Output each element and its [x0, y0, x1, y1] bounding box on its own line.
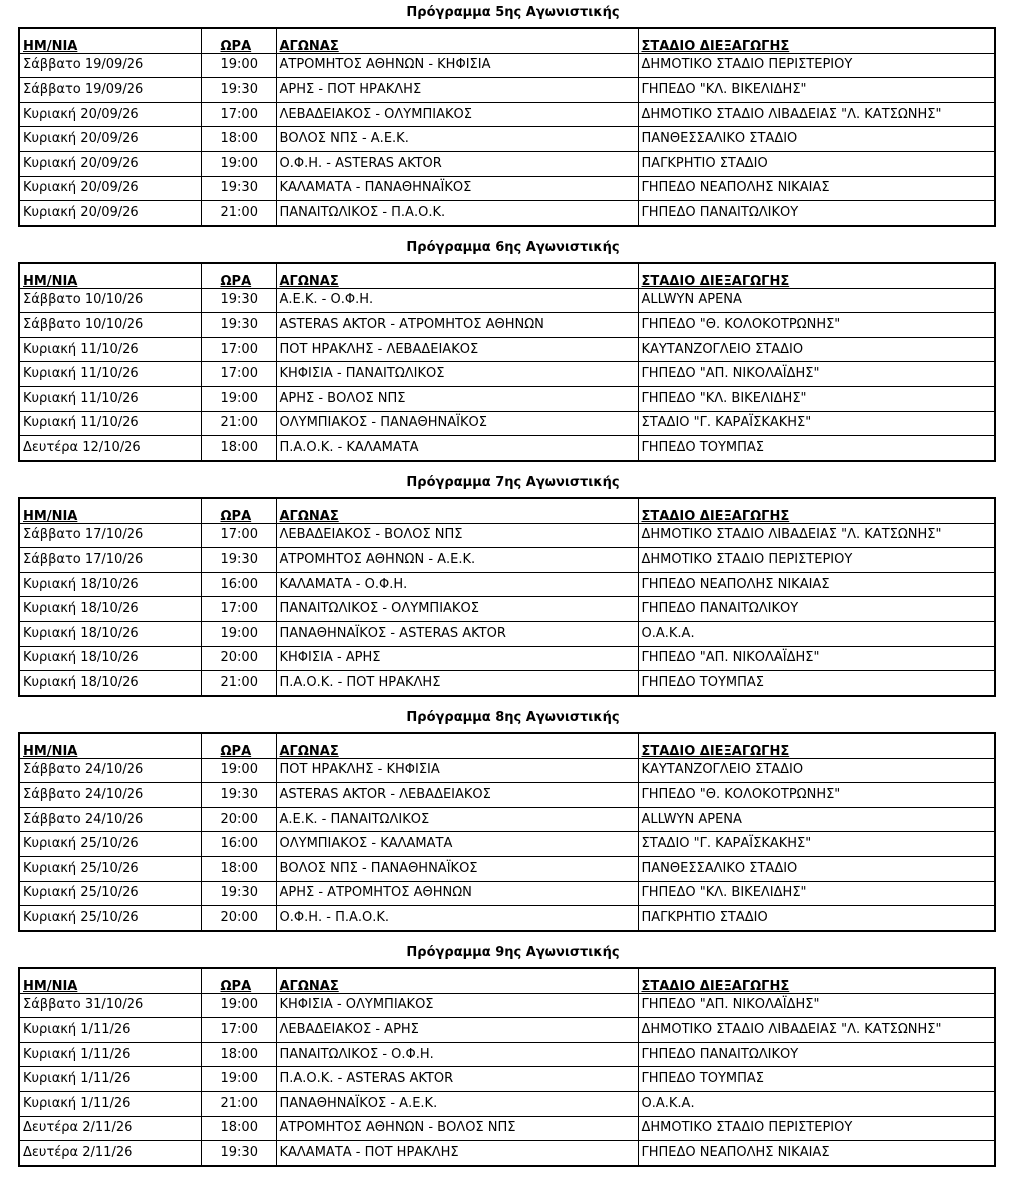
column-header-label: ΑΓΩΝΑΣ — [279, 743, 339, 759]
table-row — [19, 127, 995, 152]
header-row — [19, 968, 995, 993]
time-cell: 21:00 — [201, 671, 276, 696]
column-header-time — [201, 968, 276, 993]
venue-cell: ALLWYN ΑΡΕΝΑ — [638, 288, 995, 313]
column-header-date — [19, 968, 201, 993]
table-row — [19, 102, 995, 127]
table-row — [19, 151, 995, 176]
round-title: Πρόγραμμα 8ης Αγωνιστικής — [406, 710, 620, 725]
match-cell: ΛΕΒΑΔΕΙΑΚΟΣ - ΟΛΥΜΠΙΑΚΟΣ — [276, 102, 638, 127]
column-header-label: ΑΓΩΝΑΣ — [279, 978, 339, 994]
venue-cell: ΚΑΥΤΑΝΖΟΓΛΕΙΟ ΣΤΑΔΙΟ — [638, 758, 995, 783]
column-header-time — [201, 263, 276, 288]
venue-cell: ΓΗΠΕΔΟ "ΑΠ. ΝΙΚΟΛΑΪΔΗΣ" — [638, 646, 995, 671]
column-header-label: ΩΡΑ — [220, 273, 252, 289]
time-cell: 19:30 — [201, 176, 276, 201]
time-cell: 18:00 — [201, 127, 276, 152]
match-cell: ΠΑΝΑΘΗΝΑΪΚΟΣ - ASTERAS AKTOR — [276, 621, 638, 646]
header-row — [19, 28, 995, 53]
time-cell: 19:00 — [201, 758, 276, 783]
table-row — [19, 78, 995, 103]
venue-cell: ΓΗΠΕΔΟ ΝΕΑΠΟΛΗΣ ΝΙΚΑΙΑΣ — [638, 572, 995, 597]
table-row — [19, 807, 995, 832]
column-header-match — [276, 263, 638, 288]
date-cell: Κυριακή 1/11/26 — [19, 1091, 201, 1116]
column-header-label: ΩΡΑ — [220, 743, 252, 759]
venue-cell: ΓΗΠΕΔΟ ΤΟΥΜΠΑΣ — [638, 671, 995, 696]
date-cell: Σάββατο 10/10/26 — [19, 288, 201, 313]
venue-cell: ΣΤΑΔΙΟ "Γ. ΚΑΡΑΪΣΚΑΚΗΣ" — [638, 411, 995, 436]
match-cell: ΑΤΡΟΜΗΤΟΣ ΑΘΗΝΩΝ - ΒΟΛΟΣ ΝΠΣ — [276, 1116, 638, 1141]
match-cell: ΑΤΡΟΜΗΤΟΣ ΑΘΗΝΩΝ - Α.Ε.Κ. — [276, 548, 638, 573]
date-cell: Κυριακή 11/10/26 — [19, 337, 201, 362]
match-cell: Π.Α.Ο.Κ. - ΠΟΤ ΗΡΑΚΛΗΣ — [276, 671, 638, 696]
match-cell: ΠΟΤ ΗΡΑΚΛΗΣ - ΚΗΦΙΣΙΑ — [276, 758, 638, 783]
column-header-label: ΗΜ/ΝΙΑ — [23, 273, 78, 289]
match-cell: ΠΑΝΑΙΤΩΛΙΚΟΣ - ΟΛΥΜΠΙΑΚΟΣ — [276, 597, 638, 622]
column-header-date — [19, 28, 201, 53]
date-cell: Σάββατο 19/09/26 — [19, 53, 201, 78]
column-header-time — [201, 28, 276, 53]
date-cell: Κυριακή 11/10/26 — [19, 362, 201, 387]
date-cell: Κυριακή 20/09/26 — [19, 127, 201, 152]
column-header-match — [276, 498, 638, 523]
venue-cell: ΓΗΠΕΔΟ "ΚΛ. ΒΙΚΕΛΙΔΗΣ" — [638, 881, 995, 906]
table-row — [19, 832, 995, 857]
column-header-date — [19, 498, 201, 523]
date-cell: Κυριακή 11/10/26 — [19, 386, 201, 411]
table-row — [19, 386, 995, 411]
schedule-table — [18, 497, 996, 697]
venue-cell: ΚΑΥΤΑΝΖΟΓΛΕΙΟ ΣΤΑΔΙΟ — [638, 337, 995, 362]
time-cell: 19:00 — [201, 151, 276, 176]
date-cell: Κυριακή 1/11/26 — [19, 1042, 201, 1067]
table-row — [19, 783, 995, 808]
date-cell: Κυριακή 20/09/26 — [19, 151, 201, 176]
date-cell: Κυριακή 18/10/26 — [19, 597, 201, 622]
match-cell: ΟΛΥΜΠΙΑΚΟΣ - ΠΑΝΑΘΗΝΑΪΚΟΣ — [276, 411, 638, 436]
table-row — [19, 1091, 995, 1116]
column-header-label: ΣΤΑΔΙΟ ΔΙΕΞΑΓΩΓΗΣ — [641, 978, 790, 994]
time-cell: 21:00 — [201, 1091, 276, 1116]
header-row — [19, 733, 995, 758]
time-cell: 19:30 — [201, 548, 276, 573]
round-title: Πρόγραμμα 7ης Αγωνιστικής — [406, 475, 620, 490]
table-row — [19, 436, 995, 461]
time-cell: 18:00 — [201, 856, 276, 881]
time-cell: 19:30 — [201, 78, 276, 103]
table-row — [19, 572, 995, 597]
match-cell: ASTERAS AKTOR - ΛΕΒΑΔΕΙΑΚΟΣ — [276, 783, 638, 808]
column-header-venue — [638, 263, 995, 288]
header-row — [19, 263, 995, 288]
match-cell: ΚΑΛΑΜΑΤΑ - ΠΑΝΑΘΗΝΑΪΚΟΣ — [276, 176, 638, 201]
time-cell: 18:00 — [201, 1042, 276, 1067]
table-row — [19, 411, 995, 436]
table-row — [19, 646, 995, 671]
table-row — [19, 1067, 995, 1092]
time-cell: 19:30 — [201, 881, 276, 906]
venue-cell: ΔΗΜΟΤΙΚΟ ΣΤΑΔΙΟ ΠΕΡΙΣΤΕΡΙΟΥ — [638, 548, 995, 573]
date-cell: Δευτέρα 12/10/26 — [19, 436, 201, 461]
venue-cell: ΔΗΜΟΤΙΚΟ ΣΤΑΔΙΟ ΛΙΒΑΔΕΙΑΣ "Λ. ΚΑΤΣΩΝΗΣ" — [638, 102, 995, 127]
match-cell: ΑΡΗΣ - ΒΟΛΟΣ ΝΠΣ — [276, 386, 638, 411]
round-title: Πρόγραμμα 9ης Αγωνιστικής — [406, 945, 620, 960]
time-cell: 19:30 — [201, 1141, 276, 1166]
venue-cell: Ο.Α.Κ.Α. — [638, 1091, 995, 1116]
time-cell: 19:30 — [201, 313, 276, 338]
venue-cell: ALLWYN ΑΡΕΝΑ — [638, 807, 995, 832]
date-cell: Σάββατο 17/10/26 — [19, 548, 201, 573]
table-row — [19, 548, 995, 573]
time-cell: 19:00 — [201, 386, 276, 411]
date-cell: Κυριακή 1/11/26 — [19, 1067, 201, 1092]
date-cell: Κυριακή 11/10/26 — [19, 411, 201, 436]
venue-cell: ΠΑΓΚΡΗΤΙΟ ΣΤΑΔΙΟ — [638, 906, 995, 931]
table-row — [19, 53, 995, 78]
match-cell: ΑΤΡΟΜΗΤΟΣ ΑΘΗΝΩΝ - ΚΗΦΙΣΙΑ — [276, 53, 638, 78]
match-cell: ΛΕΒΑΔΕΙΑΚΟΣ - ΑΡΗΣ — [276, 1018, 638, 1043]
table-row — [19, 337, 995, 362]
round-section — [18, 0, 996, 227]
venue-cell: ΔΗΜΟΤΙΚΟ ΣΤΑΔΙΟ ΛΙΒΑΔΕΙΑΣ "Λ. ΚΑΤΣΩΝΗΣ" — [638, 1018, 995, 1043]
venue-cell: ΔΗΜΟΤΙΚΟ ΣΤΑΔΙΟ ΛΙΒΑΔΕΙΑΣ "Λ. ΚΑΤΣΩΝΗΣ" — [638, 523, 995, 548]
venue-cell: ΔΗΜΟΤΙΚΟ ΣΤΑΔΙΟ ΠΕΡΙΣΤΕΡΙΟΥ — [638, 53, 995, 78]
column-header-label: ΣΤΑΔΙΟ ΔΙΕΞΑΓΩΓΗΣ — [641, 508, 790, 524]
column-header-date — [19, 263, 201, 288]
table-row — [19, 856, 995, 881]
time-cell: 16:00 — [201, 572, 276, 597]
time-cell: 18:00 — [201, 436, 276, 461]
venue-cell: ΓΗΠΕΔΟ ΤΟΥΜΠΑΣ — [638, 1067, 995, 1092]
time-cell: 18:00 — [201, 1116, 276, 1141]
time-cell: 17:00 — [201, 337, 276, 362]
venue-cell: ΠΑΓΚΡΗΤΙΟ ΣΤΑΔΙΟ — [638, 151, 995, 176]
date-cell: Κυριακή 18/10/26 — [19, 646, 201, 671]
time-cell: 19:00 — [201, 53, 276, 78]
table-row — [19, 201, 995, 226]
time-cell: 16:00 — [201, 832, 276, 857]
match-cell: ΠΑΝΑΙΤΩΛΙΚΟΣ - Ο.Φ.Η. — [276, 1042, 638, 1067]
table-row — [19, 993, 995, 1018]
column-header-date — [19, 733, 201, 758]
column-header-label: ΑΓΩΝΑΣ — [279, 38, 339, 54]
table-row — [19, 758, 995, 783]
column-header-label: ΩΡΑ — [220, 38, 252, 54]
time-cell: 19:00 — [201, 621, 276, 646]
date-cell: Σάββατο 19/09/26 — [19, 78, 201, 103]
time-cell: 21:00 — [201, 201, 276, 226]
time-cell: 19:00 — [201, 993, 276, 1018]
match-cell: ΚΗΦΙΣΙΑ - ΑΡΗΣ — [276, 646, 638, 671]
time-cell: 19:30 — [201, 288, 276, 313]
match-cell: ΒΟΛΟΣ ΝΠΣ - ΠΑΝΑΘΗΝΑΪΚΟΣ — [276, 856, 638, 881]
venue-cell: ΓΗΠΕΔΟ ΝΕΑΠΟΛΗΣ ΝΙΚΑΙΑΣ — [638, 176, 995, 201]
column-header-label: ΣΤΑΔΙΟ ΔΙΕΞΑΓΩΓΗΣ — [641, 273, 790, 289]
column-header-label: ΩΡΑ — [220, 508, 252, 524]
column-header-label: ΗΜ/ΝΙΑ — [23, 743, 78, 759]
column-header-venue — [638, 968, 995, 993]
column-header-label: ΑΓΩΝΑΣ — [279, 273, 339, 289]
schedule-table — [18, 262, 996, 462]
venue-cell: ΠΑΝΘΕΣΣΑΛΙΚΟ ΣΤΑΔΙΟ — [638, 856, 995, 881]
column-header-label: ΗΜ/ΝΙΑ — [23, 38, 78, 54]
table-row — [19, 621, 995, 646]
table-row — [19, 1116, 995, 1141]
round-section — [18, 235, 996, 462]
match-cell: ΟΛΥΜΠΙΑΚΟΣ - ΚΑΛΑΜΑΤΑ — [276, 832, 638, 857]
match-cell: Π.Α.Ο.Κ. - ΚΑΛΑΜΑΤΑ — [276, 436, 638, 461]
venue-cell: ΔΗΜΟΤΙΚΟ ΣΤΑΔΙΟ ΠΕΡΙΣΤΕΡΙΟΥ — [638, 1116, 995, 1141]
time-cell: 17:00 — [201, 1018, 276, 1043]
date-cell: Κυριακή 25/10/26 — [19, 832, 201, 857]
table-row — [19, 881, 995, 906]
round-title: Πρόγραμμα 5ης Αγωνιστικής — [406, 5, 620, 20]
date-cell: Κυριακή 18/10/26 — [19, 671, 201, 696]
venue-cell: ΓΗΠΕΔΟ "Θ. ΚΟΛΟΚΟΤΡΩΝΗΣ" — [638, 783, 995, 808]
time-cell: 17:00 — [201, 597, 276, 622]
column-header-time — [201, 498, 276, 523]
time-cell: 21:00 — [201, 411, 276, 436]
table-row — [19, 313, 995, 338]
time-cell: 17:00 — [201, 523, 276, 548]
table-row — [19, 288, 995, 313]
date-cell: Κυριακή 18/10/26 — [19, 621, 201, 646]
time-cell: 19:30 — [201, 783, 276, 808]
match-cell: ΛΕΒΑΔΕΙΑΚΟΣ - ΒΟΛΟΣ ΝΠΣ — [276, 523, 638, 548]
date-cell: Σάββατο 24/10/26 — [19, 758, 201, 783]
match-cell: ASTERAS AKTOR - ΑΤΡΟΜΗΤΟΣ ΑΘΗΝΩΝ — [276, 313, 638, 338]
match-cell: Ο.Φ.Η. - ASTERAS AKTOR — [276, 151, 638, 176]
date-cell: Κυριακή 20/09/26 — [19, 176, 201, 201]
column-header-venue — [638, 498, 995, 523]
date-cell: Κυριακή 25/10/26 — [19, 906, 201, 931]
match-cell: ΠΑΝΑΙΤΩΛΙΚΟΣ - Π.Α.Ο.Κ. — [276, 201, 638, 226]
date-cell: Δευτέρα 2/11/26 — [19, 1116, 201, 1141]
date-cell: Σάββατο 24/10/26 — [19, 807, 201, 832]
venue-cell: ΓΗΠΕΔΟ "ΑΠ. ΝΙΚΟΛΑΪΔΗΣ" — [638, 362, 995, 387]
match-cell: ΑΡΗΣ - ΠΟΤ ΗΡΑΚΛΗΣ — [276, 78, 638, 103]
column-header-label: ΑΓΩΝΑΣ — [279, 508, 339, 524]
date-cell: Δευτέρα 2/11/26 — [19, 1141, 201, 1166]
date-cell: Κυριακή 20/09/26 — [19, 102, 201, 127]
column-header-label: ΗΜ/ΝΙΑ — [23, 508, 78, 524]
table-row — [19, 671, 995, 696]
header-row — [19, 498, 995, 523]
column-header-label: ΩΡΑ — [220, 978, 252, 994]
match-cell: ΚΗΦΙΣΙΑ - ΟΛΥΜΠΙΑΚΟΣ — [276, 993, 638, 1018]
venue-cell: ΓΗΠΕΔΟ ΠΑΝΑΙΤΩΛΙΚΟΥ — [638, 597, 995, 622]
time-cell: 20:00 — [201, 807, 276, 832]
date-cell: Κυριακή 25/10/26 — [19, 881, 201, 906]
column-header-label: ΗΜ/ΝΙΑ — [23, 978, 78, 994]
date-cell: Κυριακή 25/10/26 — [19, 856, 201, 881]
column-header-match — [276, 28, 638, 53]
time-cell: 19:00 — [201, 1067, 276, 1092]
schedule-table — [18, 967, 996, 1167]
round-section — [18, 705, 996, 932]
venue-cell: ΓΗΠΕΔΟ ΠΑΝΑΙΤΩΛΙΚΟΥ — [638, 201, 995, 226]
venue-cell: ΣΤΑΔΙΟ "Γ. ΚΑΡΑΪΣΚΑΚΗΣ" — [638, 832, 995, 857]
venue-cell: ΓΗΠΕΔΟ "ΑΠ. ΝΙΚΟΛΑΪΔΗΣ" — [638, 993, 995, 1018]
venue-cell: ΠΑΝΘΕΣΣΑΛΙΚΟ ΣΤΑΔΙΟ — [638, 127, 995, 152]
column-header-time — [201, 733, 276, 758]
venue-cell: ΓΗΠΕΔΟ "ΚΛ. ΒΙΚΕΛΙΔΗΣ" — [638, 78, 995, 103]
schedule-table — [18, 732, 996, 932]
time-cell: 17:00 — [201, 362, 276, 387]
match-cell: Α.Ε.Κ. - Ο.Φ.Η. — [276, 288, 638, 313]
table-row — [19, 597, 995, 622]
date-cell: Σάββατο 31/10/26 — [19, 993, 201, 1018]
round-section — [18, 470, 996, 697]
match-cell: ΠΟΤ ΗΡΑΚΛΗΣ - ΛΕΒΑΔΕΙΑΚΟΣ — [276, 337, 638, 362]
time-cell: 20:00 — [201, 646, 276, 671]
column-header-match — [276, 968, 638, 993]
column-header-label: ΣΤΑΔΙΟ ΔΙΕΞΑΓΩΓΗΣ — [641, 38, 790, 54]
match-cell: Ο.Φ.Η. - Π.Α.Ο.Κ. — [276, 906, 638, 931]
table-row — [19, 362, 995, 387]
column-header-venue — [638, 28, 995, 53]
match-cell: ΠΑΝΑΘΗΝΑΪΚΟΣ - Α.Ε.Κ. — [276, 1091, 638, 1116]
table-row — [19, 906, 995, 931]
venue-cell: ΓΗΠΕΔΟ ΤΟΥΜΠΑΣ — [638, 436, 995, 461]
table-row — [19, 523, 995, 548]
date-cell: Σάββατο 24/10/26 — [19, 783, 201, 808]
date-cell: Κυριακή 20/09/26 — [19, 201, 201, 226]
venue-cell: ΓΗΠΕΔΟ "ΚΛ. ΒΙΚΕΛΙΔΗΣ" — [638, 386, 995, 411]
match-cell: ΚΑΛΑΜΑΤΑ - ΠΟΤ ΗΡΑΚΛΗΣ — [276, 1141, 638, 1166]
match-cell: ΚΑΛΑΜΑΤΑ - Ο.Φ.Η. — [276, 572, 638, 597]
venue-cell: ΓΗΠΕΔΟ "Θ. ΚΟΛΟΚΟΤΡΩΝΗΣ" — [638, 313, 995, 338]
venue-cell: ΓΗΠΕΔΟ ΝΕΑΠΟΛΗΣ ΝΙΚΑΙΑΣ — [638, 1141, 995, 1166]
table-row — [19, 176, 995, 201]
match-cell: ΚΗΦΙΣΙΑ - ΠΑΝΑΙΤΩΛΙΚΟΣ — [276, 362, 638, 387]
table-row — [19, 1141, 995, 1166]
column-header-match — [276, 733, 638, 758]
table-row — [19, 1018, 995, 1043]
time-cell: 20:00 — [201, 906, 276, 931]
match-cell: Π.Α.Ο.Κ. - ASTERAS AKTOR — [276, 1067, 638, 1092]
date-cell: Κυριακή 18/10/26 — [19, 572, 201, 597]
match-cell: ΒΟΛΟΣ ΝΠΣ - Α.Ε.Κ. — [276, 127, 638, 152]
date-cell: Σάββατο 17/10/26 — [19, 523, 201, 548]
round-title: Πρόγραμμα 6ης Αγωνιστικής — [406, 240, 620, 255]
column-header-venue — [638, 733, 995, 758]
table-row — [19, 1042, 995, 1067]
match-cell: Α.Ε.Κ. - ΠΑΝΑΙΤΩΛΙΚΟΣ — [276, 807, 638, 832]
venue-cell: Ο.Α.Κ.Α. — [638, 621, 995, 646]
time-cell: 17:00 — [201, 102, 276, 127]
match-cell: ΑΡΗΣ - ΑΤΡΟΜΗΤΟΣ ΑΘΗΝΩΝ — [276, 881, 638, 906]
round-section — [18, 940, 996, 1167]
schedule-table — [18, 27, 996, 227]
date-cell: Σάββατο 10/10/26 — [19, 313, 201, 338]
date-cell: Κυριακή 1/11/26 — [19, 1018, 201, 1043]
venue-cell: ΓΗΠΕΔΟ ΠΑΝΑΙΤΩΛΙΚΟΥ — [638, 1042, 995, 1067]
column-header-label: ΣΤΑΔΙΟ ΔΙΕΞΑΓΩΓΗΣ — [641, 743, 790, 759]
